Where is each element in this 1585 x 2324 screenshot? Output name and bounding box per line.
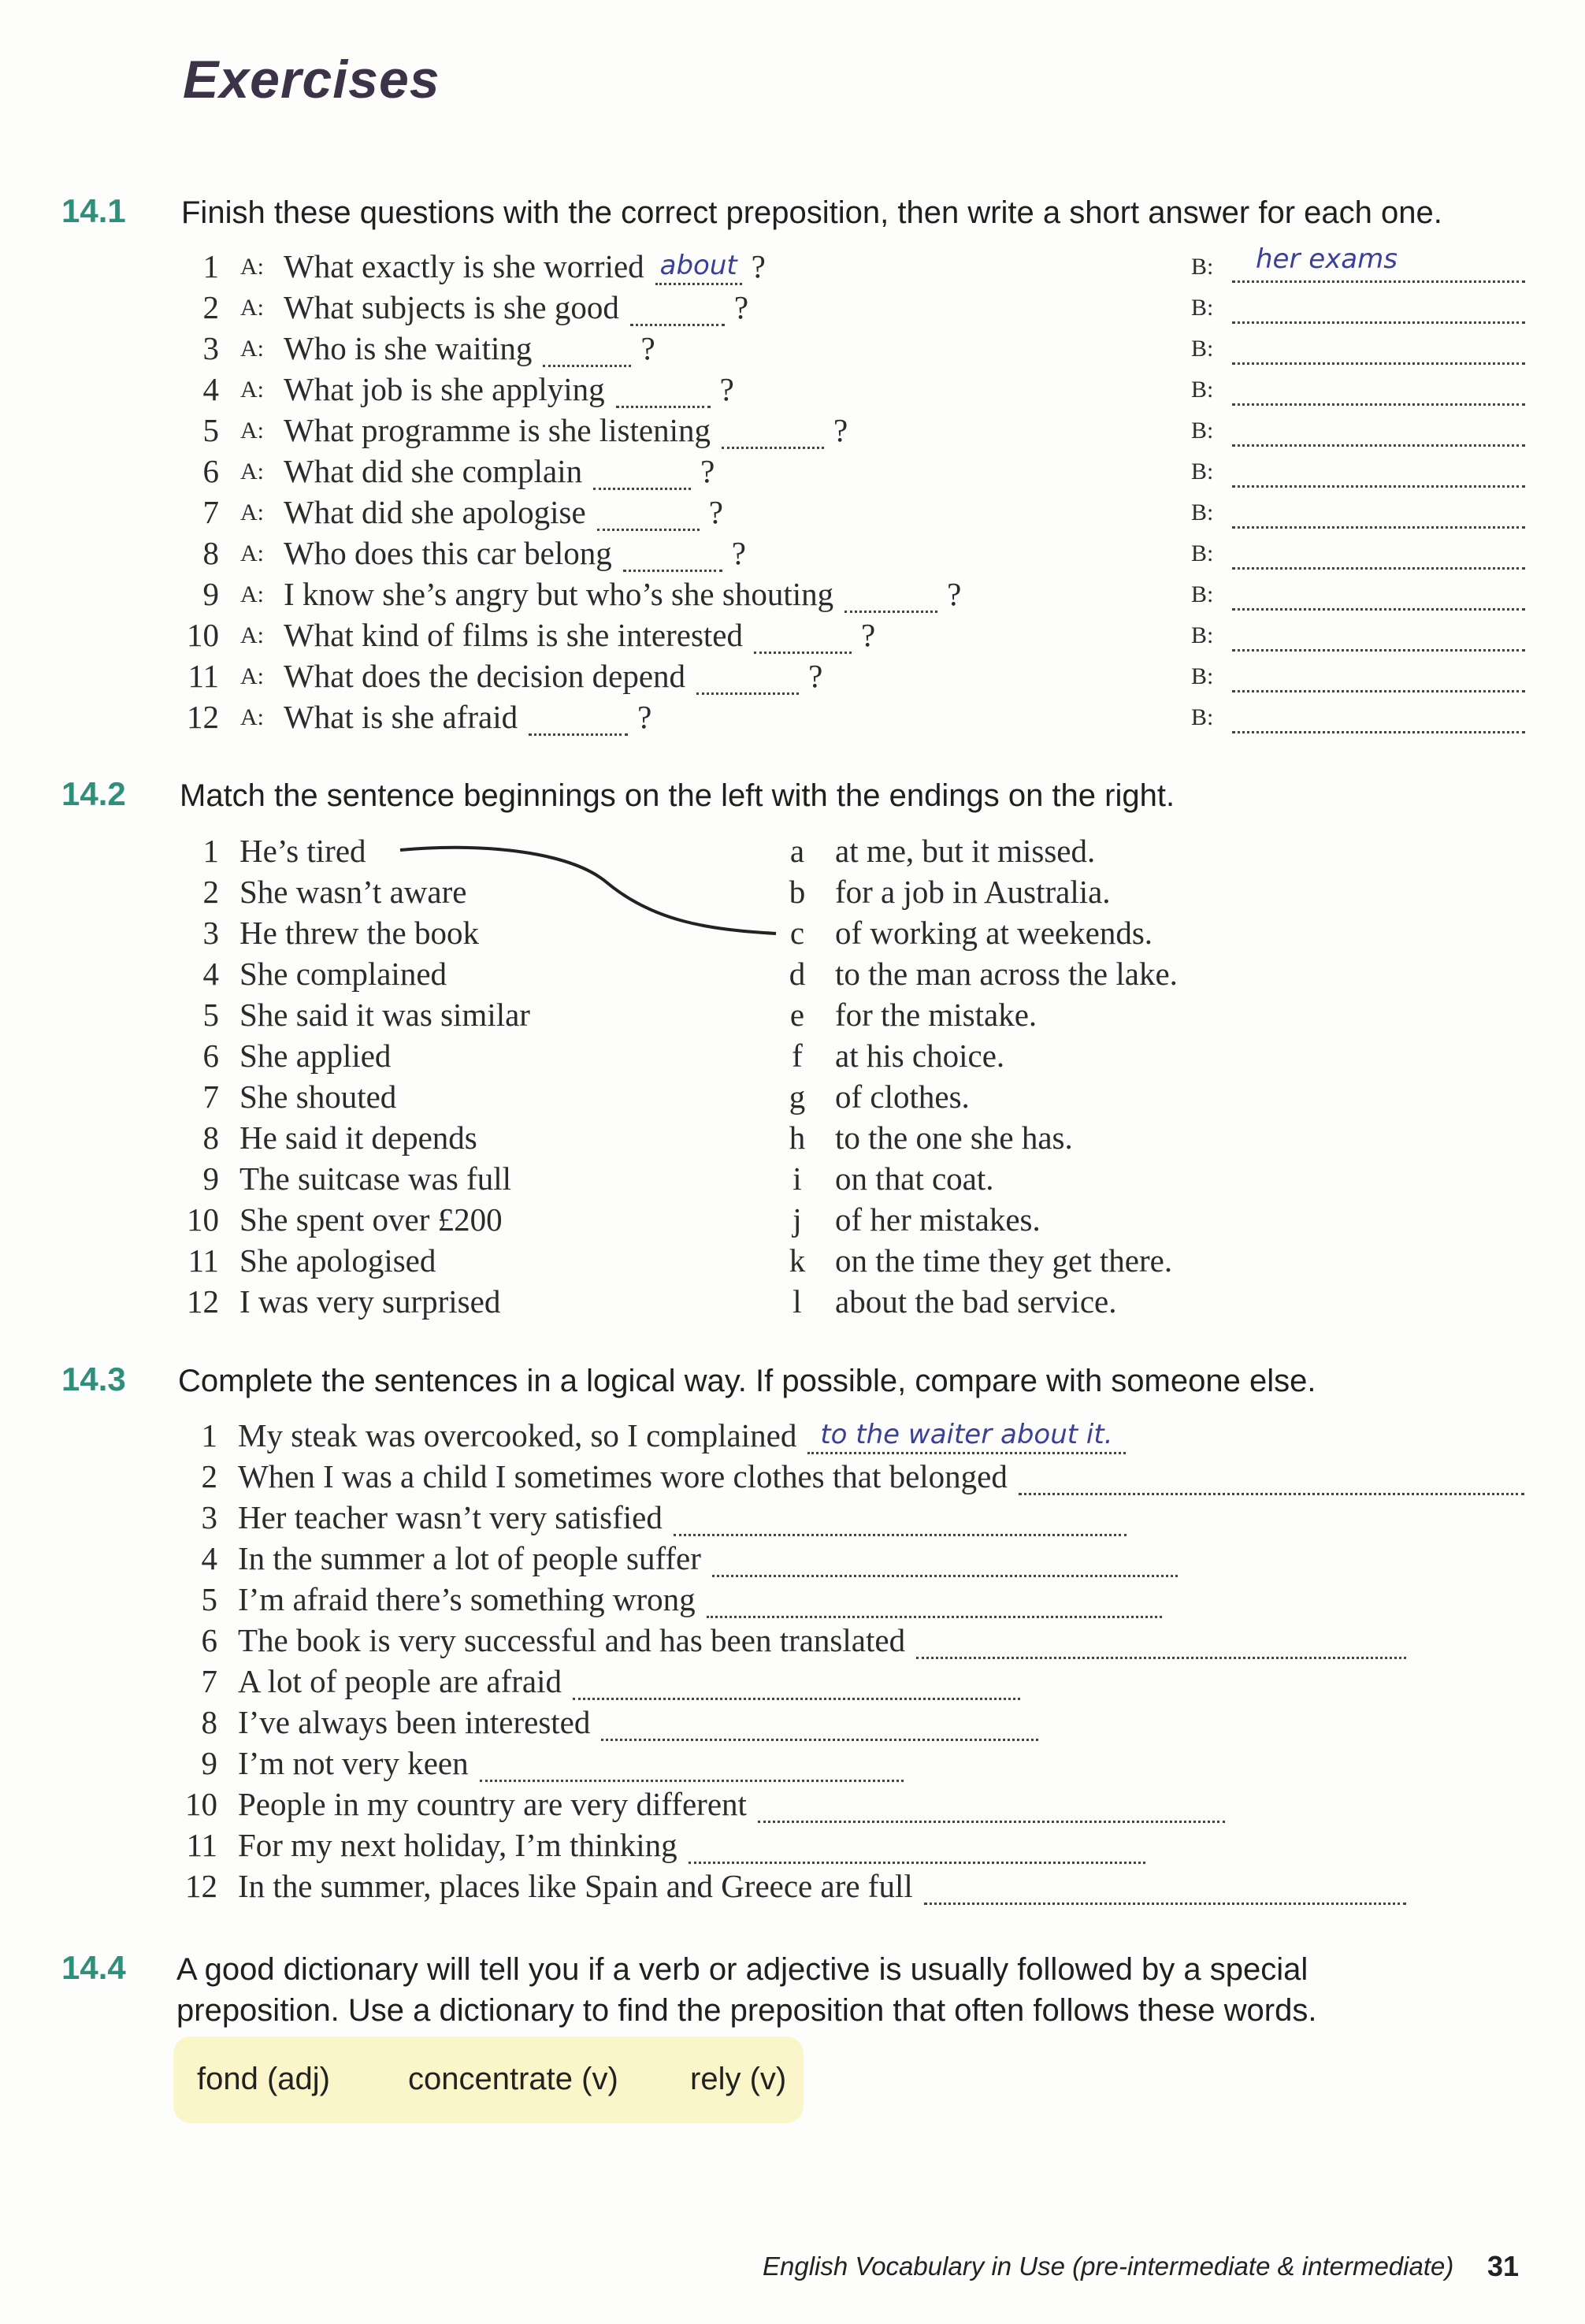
speaker-a-label: A:	[240, 377, 264, 403]
sentence-stem: A lot of people are afraid	[238, 1663, 562, 1699]
item-number: 12	[185, 1868, 217, 1904]
sentence-stem: For my next holiday, I’m thinking	[238, 1827, 677, 1863]
exercise-14-2-instruction: Match the sentence beginnings on the left with the endings on the right.	[180, 778, 1175, 813]
sentence-ending: on that coat.	[835, 1160, 994, 1197]
sentence-stem: People in my country are very different	[238, 1786, 747, 1822]
completion-blank	[1019, 1461, 1524, 1495]
exercise-14-1-instruction: Finish these questions with the correct preposition, then write a short answer for each one.	[181, 195, 1442, 230]
question-prompt: Who does this car belong	[284, 535, 612, 571]
completion-blank	[712, 1543, 1178, 1577]
speaker-b-label: B:	[1191, 499, 1214, 525]
speaker-b-label: B:	[1191, 254, 1214, 280]
sentence-beginning: She shouted	[239, 1078, 397, 1115]
question-mark: ?	[833, 412, 848, 448]
item-number: 3	[201, 1499, 217, 1535]
question-prompt: What does the decision depend	[284, 658, 686, 694]
speaker-b-label: B:	[1191, 663, 1214, 689]
question-mark: ?	[700, 453, 715, 489]
sentence-ending: for a job in Australia.	[835, 874, 1111, 910]
completion-blank	[674, 1502, 1127, 1536]
question-mark: ?	[733, 289, 749, 325]
sentence-beginning: She complained	[239, 956, 447, 992]
item-number: 6	[202, 453, 219, 489]
item-number: 7	[202, 494, 219, 530]
sentence-beginning: The suitcase was full	[239, 1160, 511, 1197]
sentence-ending: of clothes.	[835, 1078, 970, 1115]
sentence-ending: of working at weekends.	[835, 915, 1153, 951]
question-prompt: What is she afraid	[284, 699, 518, 735]
exercise-number-14-3: 14.3	[61, 1361, 126, 1398]
item-letter: f	[792, 1038, 803, 1074]
sentence-stem: In the summer, places like Spain and Greece are full	[238, 1868, 913, 1904]
item-number: 10	[185, 1786, 217, 1822]
speaker-b-label: B:	[1191, 581, 1214, 607]
sentence-stem: My steak was overcooked, so I complained	[238, 1417, 797, 1453]
sentence-stem: I’m not very keen	[238, 1745, 469, 1781]
sentence-beginning: He threw the book	[239, 915, 479, 951]
sentence-stem: I’m afraid there’s something wrong	[238, 1581, 696, 1617]
speaker-a-label: A:	[240, 581, 264, 607]
question-mark: ?	[708, 494, 723, 530]
question-prompt: What kind of films is she interested	[284, 617, 743, 653]
sentence-beginning: She applied	[239, 1038, 392, 1074]
item-letter: e	[789, 997, 805, 1033]
sentence-text	[238, 1829, 1145, 1864]
item-number: 8	[201, 1704, 217, 1740]
sentence-ending: for the mistake.	[835, 997, 1037, 1033]
sentence-text	[238, 1747, 904, 1782]
item-number: 5	[202, 412, 219, 448]
question-prompt: What programme is she listening	[284, 412, 711, 448]
footer-page-number: 31	[1487, 2250, 1520, 2282]
speaker-a-label: A:	[240, 254, 264, 280]
item-number: 1	[202, 833, 219, 869]
sentence-text	[238, 1870, 1406, 1905]
sentence-ending: on the time they get there.	[835, 1242, 1173, 1279]
speaker-b-label: B:	[1191, 295, 1214, 321]
sentence-text	[238, 1624, 1406, 1659]
exercise-14-3-instruction: Complete the sentences in a logical way. If possible, compare with someone else.	[178, 1364, 1316, 1398]
sentence-text	[238, 1706, 1038, 1741]
speaker-b-label: B:	[1191, 704, 1214, 730]
footer-book-title: English Vocabulary in Use (pre-intermediate & intermediate)	[763, 2252, 1454, 2281]
speaker-a-label: A:	[240, 704, 264, 730]
word-concentrate: concentrate (v)	[408, 2062, 618, 2096]
question-prompt: What subjects is she good	[284, 289, 619, 325]
speaker-b-label: B:	[1191, 336, 1214, 362]
question-mark: ?	[640, 330, 655, 366]
exercise-number-14-2: 14.2	[61, 775, 126, 812]
speaker-a-label: A:	[240, 499, 264, 525]
sentence-text	[238, 1788, 1225, 1823]
item-number: 11	[186, 1827, 217, 1863]
speaker-b-label: B:	[1191, 458, 1214, 484]
item-number: 5	[201, 1581, 217, 1617]
completion-blank	[573, 1665, 1020, 1700]
item-letter: b	[789, 874, 806, 910]
sentence-beginning: He said it depends	[239, 1119, 477, 1156]
question-mark: ?	[751, 248, 766, 284]
question-prompt: I know she’s angry but who’s she shouting	[284, 576, 834, 612]
item-letter: h	[789, 1119, 806, 1156]
sentence-ending: of her mistakes.	[835, 1201, 1041, 1238]
speaker-b-label: B:	[1191, 377, 1214, 403]
question-mark: ?	[861, 617, 876, 653]
completion-blank	[601, 1706, 1038, 1741]
completion-blank	[924, 1870, 1406, 1905]
speaker-b-label: B:	[1191, 418, 1214, 444]
handwritten-short-answer: her exams	[1256, 243, 1398, 275]
item-number: 1	[201, 1417, 217, 1453]
item-number: 6	[201, 1622, 217, 1658]
speaker-a-label: A:	[240, 295, 264, 321]
question-prompt: What exactly is she worried	[284, 248, 644, 284]
exercise-14-4-instruction-line-2: preposition. Use a dictionary to find the preposition that often follows these words.	[176, 1993, 1317, 2028]
exercise-number-14-4: 14.4	[61, 1949, 126, 1986]
sentence-text	[238, 1665, 1020, 1700]
sentence-beginning: She spent over £200	[239, 1201, 503, 1238]
sentence-stem: In the summer a lot of people suffer	[238, 1540, 701, 1576]
question-prompt: What job is she applying	[284, 371, 605, 407]
item-number: 11	[187, 1242, 219, 1279]
item-letter: c	[789, 915, 805, 951]
item-number: 10	[187, 617, 219, 653]
word-rely: rely (v)	[690, 2062, 787, 2096]
item-number: 10	[187, 1201, 219, 1238]
item-letter: i	[792, 1160, 802, 1197]
sentence-text	[238, 1499, 1127, 1536]
completion-blank	[758, 1788, 1225, 1823]
sentence-stem: I’ve always been interested	[238, 1704, 591, 1740]
question-mark: ?	[808, 658, 823, 694]
item-number: 12	[187, 1283, 219, 1320]
handwritten-answer: about	[659, 250, 737, 281]
item-letter: d	[789, 956, 806, 992]
sentence-beginning: He’s tired	[239, 833, 366, 869]
sentence-stem: When I was a child I sometimes wore clothes that belonged	[238, 1458, 1008, 1494]
item-number: 8	[202, 1119, 219, 1156]
item-number: 5	[202, 997, 219, 1033]
item-number: 1	[202, 248, 219, 284]
sentence-text	[238, 1458, 1524, 1495]
completion-blank	[689, 1829, 1145, 1864]
item-number: 7	[201, 1663, 217, 1699]
question-mark: ?	[947, 576, 962, 612]
item-number: 9	[202, 1160, 219, 1197]
sentence-beginning: I was very surprised	[239, 1283, 501, 1320]
exercise-number-14-1: 14.1	[61, 192, 126, 229]
speaker-a-label: A:	[240, 458, 264, 484]
item-number: 8	[202, 535, 219, 571]
handwritten-completion: to the waiter about it.	[820, 1419, 1113, 1450]
completion-blank	[807, 1420, 1125, 1454]
item-number: 6	[202, 1038, 219, 1074]
item-letter: g	[789, 1078, 806, 1115]
speaker-b-label: B:	[1191, 622, 1214, 648]
question-prompt: What did she complain	[284, 453, 583, 489]
completion-blank	[707, 1583, 1162, 1618]
item-number: 2	[202, 874, 219, 910]
item-number: 3	[202, 330, 219, 366]
question-prompt: Who is she waiting	[284, 330, 533, 366]
sentence-text	[238, 1417, 1126, 1454]
word-fond: fond (adj)	[197, 2062, 330, 2096]
speaker-a-label: A:	[240, 540, 264, 566]
page-title: Exercises	[183, 50, 440, 110]
item-letter: a	[789, 833, 805, 869]
question-mark: ?	[719, 371, 734, 407]
sentence-text	[238, 1540, 1178, 1577]
sentence-ending: about the bad service.	[835, 1283, 1117, 1320]
item-number: 11	[187, 658, 219, 694]
item-number: 2	[201, 1458, 217, 1494]
sentence-beginning: She wasn’t aware	[239, 874, 467, 910]
item-number: 7	[202, 1078, 219, 1115]
item-number: 9	[201, 1745, 217, 1781]
completion-blank	[916, 1624, 1406, 1659]
question-prompt: What did she apologise	[284, 494, 586, 530]
speaker-b-label: B:	[1191, 540, 1214, 566]
speaker-a-label: A:	[240, 663, 264, 689]
speaker-a-label: A:	[240, 418, 264, 444]
item-number: 4	[201, 1540, 217, 1576]
item-number: 12	[187, 699, 219, 735]
question-mark: ?	[731, 535, 746, 571]
item-letter: j	[792, 1201, 802, 1238]
speaker-a-label: A:	[240, 622, 264, 648]
question-mark: ?	[637, 699, 652, 735]
exercise-14-4-instruction-line-1: A good dictionary will tell you if a verb or adjective is usually followed by a special	[176, 1952, 1308, 1987]
item-letter: k	[789, 1242, 806, 1279]
sentence-stem: Her teacher wasn’t very satisfied	[238, 1499, 663, 1535]
sentence-beginning: She apologised	[239, 1242, 436, 1279]
sentence-beginning: She said it was similar	[239, 997, 530, 1033]
completion-blank	[480, 1747, 904, 1782]
item-number: 9	[202, 576, 219, 612]
item-number: 4	[202, 371, 219, 407]
item-number: 4	[202, 956, 219, 992]
item-number: 2	[202, 289, 219, 325]
sentence-text	[238, 1583, 1162, 1618]
speaker-a-label: A:	[240, 336, 264, 362]
item-number: 3	[202, 915, 219, 951]
sentence-ending: to the man across the lake.	[835, 956, 1178, 992]
sentence-ending: at me, but it missed.	[835, 833, 1096, 869]
item-letter: l	[792, 1283, 802, 1320]
sentence-stem: The book is very successful and has been translated	[238, 1622, 906, 1658]
sentence-ending: at his choice.	[835, 1038, 1005, 1074]
sentence-ending: to the one she has.	[835, 1119, 1073, 1156]
